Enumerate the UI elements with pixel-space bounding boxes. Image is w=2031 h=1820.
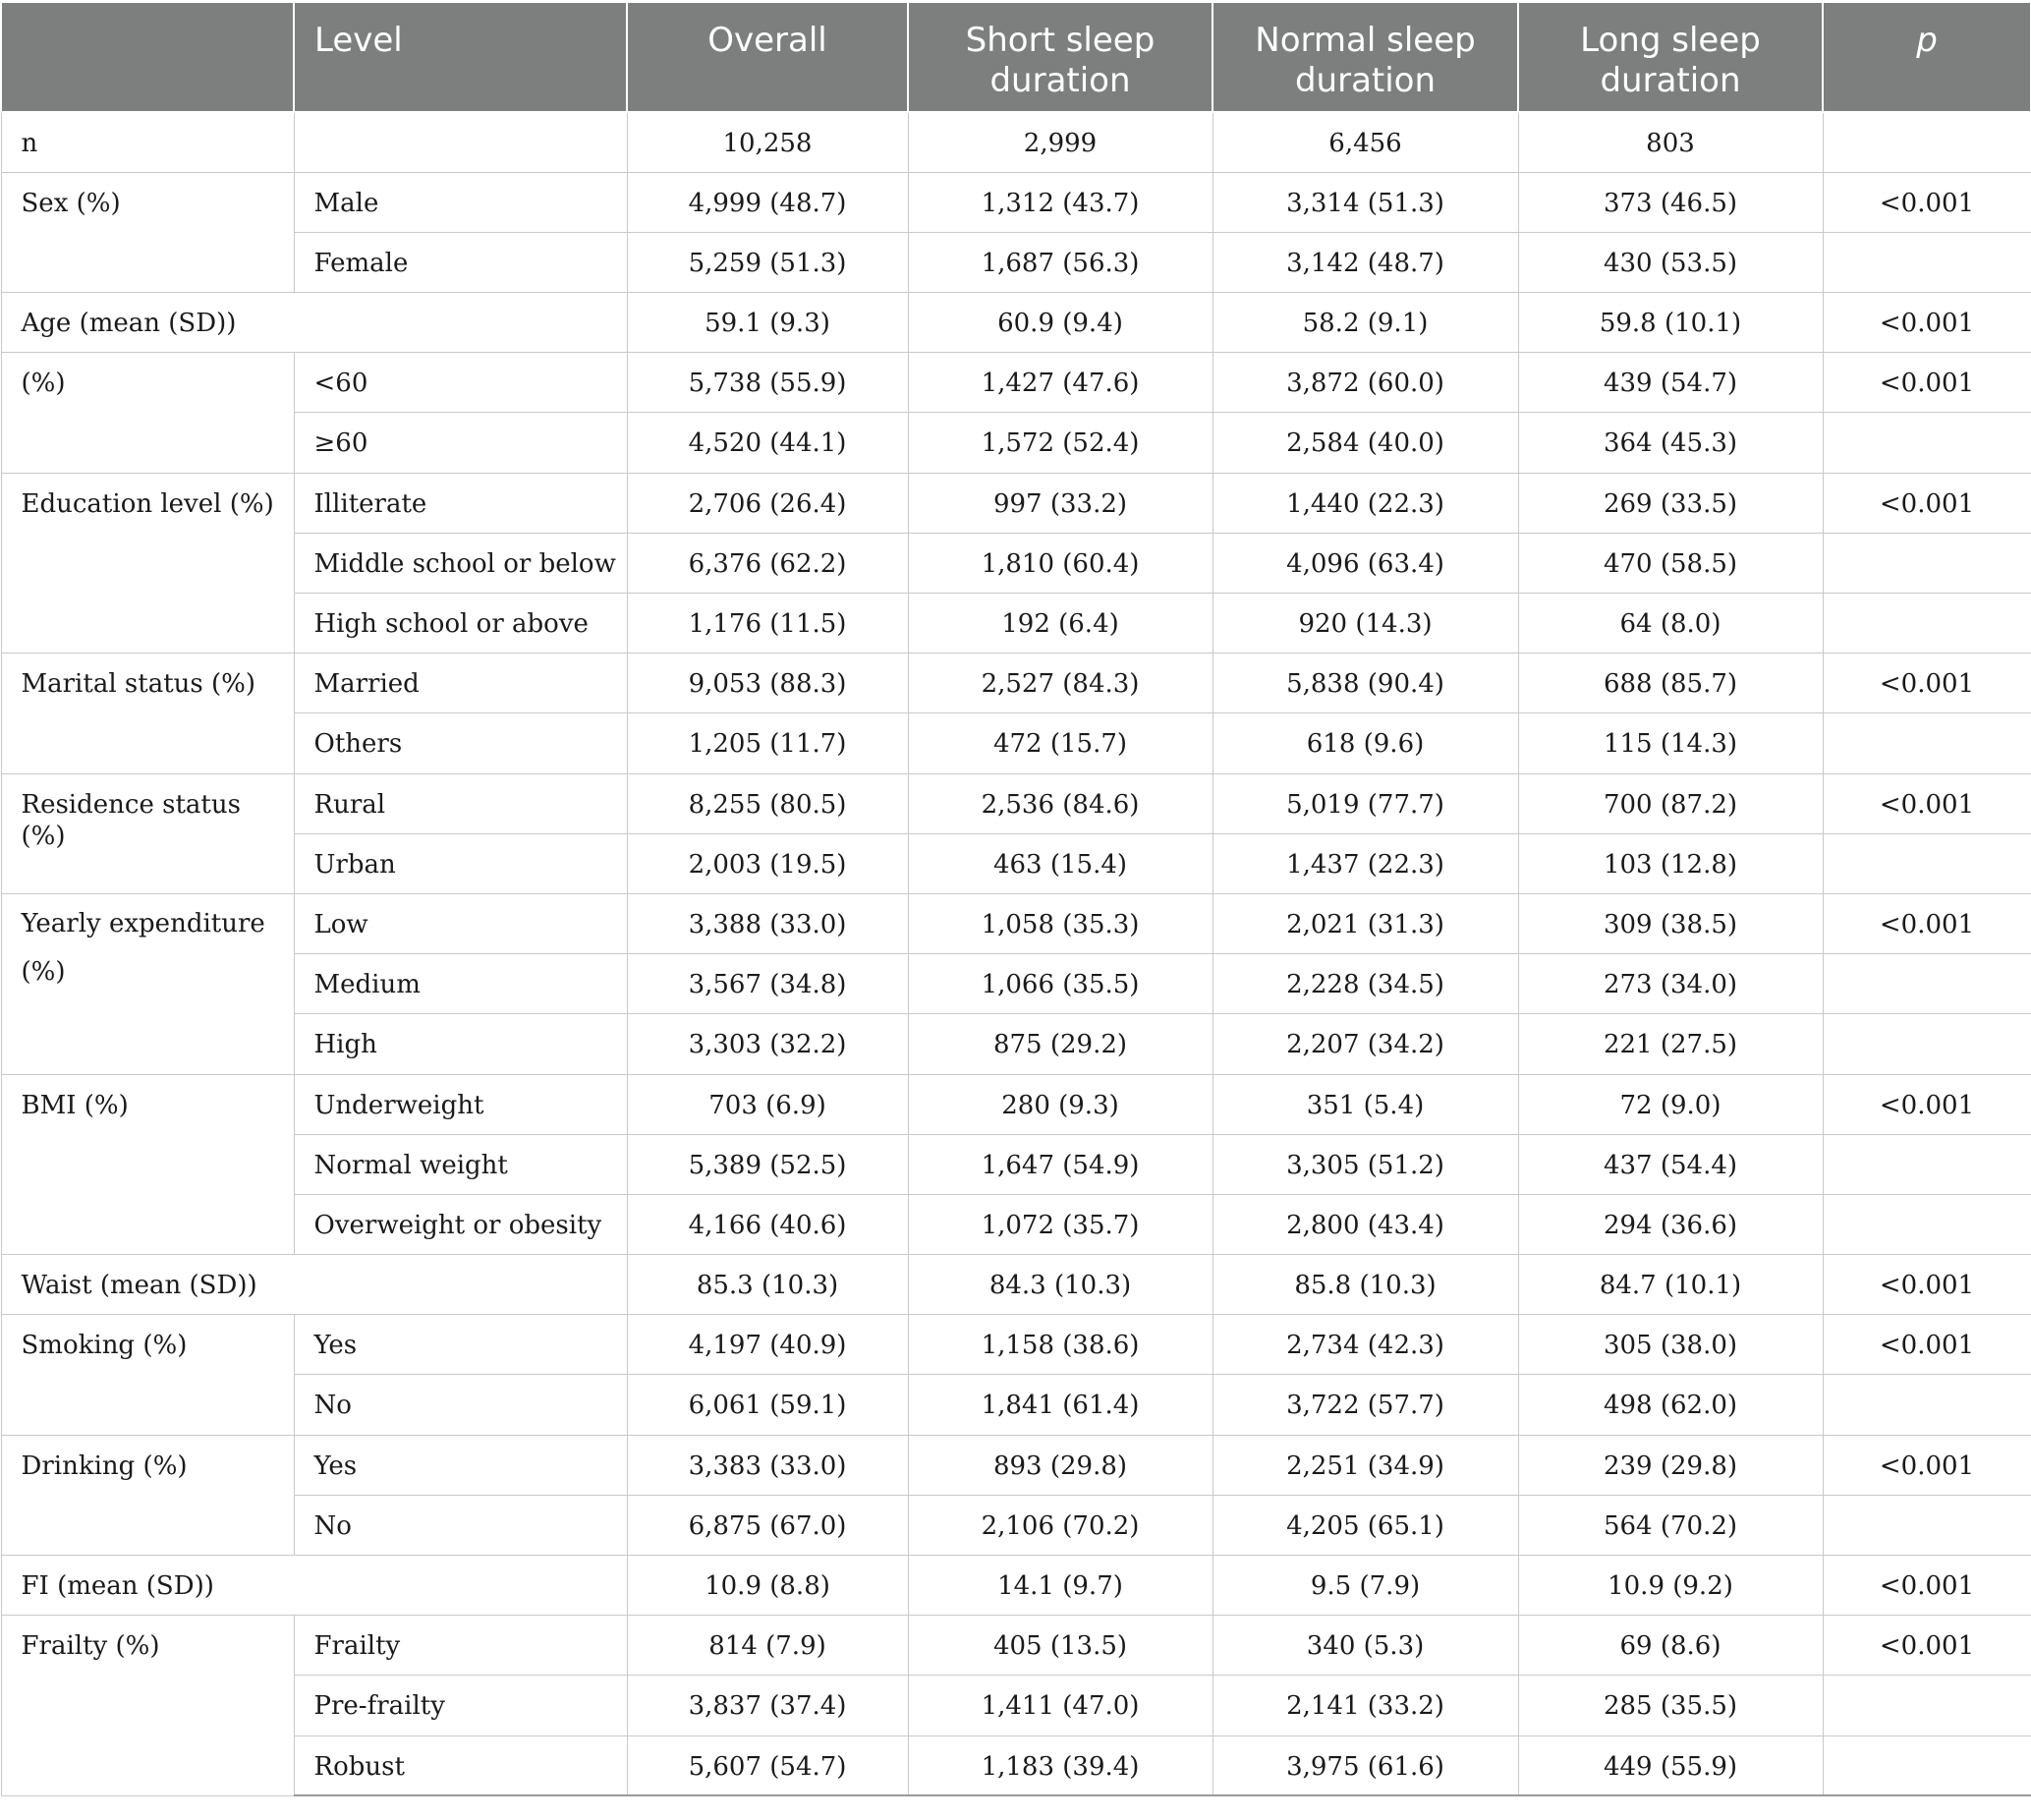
- long-sleep-cell: 364 (45.3): [1518, 413, 1823, 473]
- short-sleep-cell: 405 (13.5): [908, 1616, 1213, 1676]
- table-row: [1, 1495, 2031, 1555]
- p-value-cell: [1823, 1495, 2031, 1555]
- overall-cell: 3,383 (33.0): [627, 1435, 908, 1495]
- long-sleep-cell: 285 (35.5): [1518, 1676, 1823, 1735]
- long-sleep-cell: 449 (55.9): [1518, 1735, 1823, 1795]
- level-cell: Middle school or below: [294, 533, 627, 593]
- level-cell: <60: [294, 353, 627, 413]
- table-row: [1, 293, 2031, 353]
- table-row: [1, 954, 2031, 1014]
- level-cell: [294, 112, 627, 172]
- short-sleep-cell: 997 (33.2): [908, 473, 1213, 533]
- overall-cell: 3,303 (32.2): [627, 1014, 908, 1074]
- overall-cell: 2,706 (26.4): [627, 473, 908, 533]
- p-value-cell: [1823, 833, 2031, 893]
- overall-cell: 5,389 (52.5): [627, 1134, 908, 1194]
- short-sleep-cell: 1,312 (43.7): [908, 172, 1213, 232]
- long-sleep-cell: 498 (62.0): [1518, 1375, 1823, 1435]
- p-value-cell: <0.001: [1823, 773, 2031, 833]
- normal-sleep-cell: 5,019 (77.7): [1213, 773, 1518, 833]
- overall-cell: 2,003 (19.5): [627, 833, 908, 893]
- baseline-characteristics-table: [0, 3, 2031, 1796]
- normal-sleep-cell: 340 (5.3): [1213, 1616, 1518, 1676]
- level-cell: Urban: [294, 833, 627, 893]
- level-cell: Medium: [294, 954, 627, 1014]
- variable-cell: Sex (%): [1, 172, 294, 292]
- table-row-n: [1, 112, 2031, 172]
- p-value-cell: <0.001: [1823, 893, 2031, 953]
- overall-cell: 703 (6.9): [627, 1074, 908, 1134]
- p-value-cell: [1823, 713, 2031, 773]
- level-cell: No: [294, 1495, 627, 1555]
- long-sleep-cell: 115 (14.3): [1518, 713, 1823, 773]
- overall-cell: 8,255 (80.5): [627, 773, 908, 833]
- normal-sleep-cell: 3,872 (60.0): [1213, 353, 1518, 413]
- long-sleep-cell: 84.7 (10.1): [1518, 1255, 1823, 1315]
- table-row: [1, 654, 2031, 713]
- overall-cell: 10,258: [627, 112, 908, 172]
- p-value-cell: [1823, 413, 2031, 473]
- p-value-cell: [1823, 1676, 2031, 1735]
- normal-sleep-cell: 3,722 (57.7): [1213, 1375, 1518, 1435]
- short-sleep-cell: 1,427 (47.6): [908, 353, 1213, 413]
- header-overall: Overall: [627, 3, 908, 112]
- variable-cell: BMI (%): [1, 1074, 294, 1255]
- short-sleep-cell: 1,066 (35.5): [908, 954, 1213, 1014]
- level-cell: Illiterate: [294, 473, 627, 533]
- p-value-cell: [1823, 1014, 2031, 1074]
- header-p: p: [1823, 3, 2031, 112]
- p-value-cell: <0.001: [1823, 473, 2031, 533]
- table-row: [1, 1375, 2031, 1435]
- level-cell: Others: [294, 713, 627, 773]
- table-row: [1, 1735, 2031, 1795]
- long-sleep-cell: 59.8 (10.1): [1518, 293, 1823, 353]
- long-sleep-cell: 72 (9.0): [1518, 1074, 1823, 1134]
- p-value-cell: [1823, 533, 2031, 593]
- table-row: [1, 533, 2031, 593]
- table-row: [1, 1194, 2031, 1254]
- long-sleep-cell: 803: [1518, 112, 1823, 172]
- normal-sleep-cell: 2,141 (33.2): [1213, 1676, 1518, 1735]
- table-row: [1, 1014, 2031, 1074]
- level-cell: Yes: [294, 1315, 627, 1375]
- short-sleep-cell: 1,411 (47.0): [908, 1676, 1213, 1735]
- header-normal-sleep: Normal sleep duration: [1213, 3, 1518, 112]
- normal-sleep-cell: 3,142 (48.7): [1213, 232, 1518, 292]
- level-cell: Pre-frailty: [294, 1676, 627, 1735]
- normal-sleep-cell: 6,456: [1213, 112, 1518, 172]
- overall-cell: 1,176 (11.5): [627, 594, 908, 654]
- overall-cell: 9,053 (88.3): [627, 654, 908, 713]
- overall-cell: 3,837 (37.4): [627, 1676, 908, 1735]
- level-cell: ≥60: [294, 413, 627, 473]
- variable-cell: Residence status (%): [1, 773, 294, 893]
- table-row: [1, 594, 2031, 654]
- p-value-cell: <0.001: [1823, 172, 2031, 232]
- table-row: [1, 1074, 2031, 1134]
- short-sleep-cell: 2,536 (84.6): [908, 773, 1213, 833]
- overall-cell: 1,205 (11.7): [627, 713, 908, 773]
- short-sleep-cell: 463 (15.4): [908, 833, 1213, 893]
- header-long-sleep: Long sleep duration: [1518, 3, 1823, 112]
- overall-cell: 4,520 (44.1): [627, 413, 908, 473]
- long-sleep-cell: 564 (70.2): [1518, 1495, 1823, 1555]
- level-cell: Frailty: [294, 1616, 627, 1676]
- level-cell: Yes: [294, 1435, 627, 1495]
- long-sleep-cell: 64 (8.0): [1518, 594, 1823, 654]
- short-sleep-cell: 875 (29.2): [908, 1014, 1213, 1074]
- normal-sleep-cell: 3,975 (61.6): [1213, 1735, 1518, 1795]
- variable-cell: Marital status (%): [1, 654, 294, 773]
- normal-sleep-cell: 2,584 (40.0): [1213, 413, 1518, 473]
- variable-cell: Age (mean (SD)): [1, 293, 627, 353]
- overall-cell: 4,197 (40.9): [627, 1315, 908, 1375]
- short-sleep-cell: 1,687 (56.3): [908, 232, 1213, 292]
- variable-cell: Drinking (%): [1, 1435, 294, 1555]
- normal-sleep-cell: 9.5 (7.9): [1213, 1556, 1518, 1616]
- p-value-cell: <0.001: [1823, 654, 2031, 713]
- long-sleep-cell: 309 (38.5): [1518, 893, 1823, 953]
- overall-cell: 814 (7.9): [627, 1616, 908, 1676]
- long-sleep-cell: 221 (27.5): [1518, 1014, 1823, 1074]
- level-cell: Overweight or obesity: [294, 1194, 627, 1254]
- overall-cell: 3,388 (33.0): [627, 893, 908, 953]
- table-row: [1, 232, 2031, 292]
- overall-cell: 5,607 (54.7): [627, 1735, 908, 1795]
- short-sleep-cell: 1,572 (52.4): [908, 413, 1213, 473]
- level-cell: Female: [294, 232, 627, 292]
- table-row: [1, 1616, 2031, 1676]
- level-cell: Married: [294, 654, 627, 713]
- p-value-cell: [1823, 594, 2031, 654]
- overall-cell: 4,166 (40.6): [627, 1194, 908, 1254]
- overall-cell: 85.3 (10.3): [627, 1255, 908, 1315]
- normal-sleep-cell: 1,440 (22.3): [1213, 473, 1518, 533]
- short-sleep-cell: 192 (6.4): [908, 594, 1213, 654]
- table-row: [1, 473, 2031, 533]
- table-row: [1, 893, 2031, 953]
- normal-sleep-cell: 2,251 (34.9): [1213, 1435, 1518, 1495]
- normal-sleep-cell: 920 (14.3): [1213, 594, 1518, 654]
- p-value-cell: <0.001: [1823, 1315, 2031, 1375]
- short-sleep-cell: 60.9 (9.4): [908, 293, 1213, 353]
- table-row: [1, 1435, 2031, 1495]
- short-sleep-cell: 280 (9.3): [908, 1074, 1213, 1134]
- long-sleep-cell: 103 (12.8): [1518, 833, 1823, 893]
- normal-sleep-cell: 4,205 (65.1): [1213, 1495, 1518, 1555]
- p-value-cell: [1823, 1134, 2031, 1194]
- table-row: [1, 833, 2031, 893]
- level-cell: Normal weight: [294, 1134, 627, 1194]
- level-cell: Low: [294, 893, 627, 953]
- short-sleep-cell: 14.1 (9.7): [908, 1556, 1213, 1616]
- normal-sleep-cell: 2,800 (43.4): [1213, 1194, 1518, 1254]
- normal-sleep-cell: 5,838 (90.4): [1213, 654, 1518, 713]
- p-value-cell: <0.001: [1823, 1616, 2031, 1676]
- long-sleep-cell: 294 (36.6): [1518, 1194, 1823, 1254]
- p-value-cell: [1823, 954, 2031, 1014]
- variable-cell: Smoking (%): [1, 1315, 294, 1435]
- variable-cell: Frailty (%): [1, 1616, 294, 1796]
- variable-cell: Education level (%): [1, 473, 294, 654]
- overall-cell: 3,567 (34.8): [627, 954, 908, 1014]
- long-sleep-cell: 273 (34.0): [1518, 954, 1823, 1014]
- short-sleep-cell: 2,106 (70.2): [908, 1495, 1213, 1555]
- normal-sleep-cell: 1,437 (22.3): [1213, 833, 1518, 893]
- short-sleep-cell: 893 (29.8): [908, 1435, 1213, 1495]
- normal-sleep-cell: 2,734 (42.3): [1213, 1315, 1518, 1375]
- table-row: [1, 1255, 2031, 1315]
- p-value-cell: <0.001: [1823, 1556, 2031, 1616]
- variable-cell: FI (mean (SD)): [1, 1556, 627, 1616]
- long-sleep-cell: 239 (29.8): [1518, 1435, 1823, 1495]
- variable-cell: (%): [1, 353, 294, 473]
- normal-sleep-cell: 351 (5.4): [1213, 1074, 1518, 1134]
- short-sleep-cell: 84.3 (10.3): [908, 1255, 1213, 1315]
- long-sleep-cell: 69 (8.6): [1518, 1616, 1823, 1676]
- table-row: [1, 353, 2031, 413]
- overall-cell: 5,738 (55.9): [627, 353, 908, 413]
- overall-cell: 6,875 (67.0): [627, 1495, 908, 1555]
- variable-cell: n: [1, 112, 294, 172]
- level-cell: Robust: [294, 1735, 627, 1795]
- normal-sleep-cell: 2,228 (34.5): [1213, 954, 1518, 1014]
- level-cell: Male: [294, 172, 627, 232]
- short-sleep-cell: 1,158 (38.6): [908, 1315, 1213, 1375]
- overall-cell: 5,259 (51.3): [627, 232, 908, 292]
- normal-sleep-cell: 58.2 (9.1): [1213, 293, 1518, 353]
- normal-sleep-cell: 3,305 (51.2): [1213, 1134, 1518, 1194]
- level-cell: High school or above: [294, 594, 627, 654]
- table-row: [1, 1315, 2031, 1375]
- long-sleep-cell: 700 (87.2): [1518, 773, 1823, 833]
- p-value-cell: [1823, 232, 2031, 292]
- long-sleep-cell: 269 (33.5): [1518, 473, 1823, 533]
- short-sleep-cell: 1,810 (60.4): [908, 533, 1213, 593]
- normal-sleep-cell: 2,021 (31.3): [1213, 893, 1518, 953]
- short-sleep-cell: 1,647 (54.9): [908, 1134, 1213, 1194]
- table-row: [1, 1676, 2031, 1735]
- long-sleep-cell: 437 (54.4): [1518, 1134, 1823, 1194]
- table-row: [1, 773, 2031, 833]
- p-value-cell: <0.001: [1823, 1435, 2031, 1495]
- level-cell: Rural: [294, 773, 627, 833]
- long-sleep-cell: 439 (54.7): [1518, 353, 1823, 413]
- variable-cell: Yearly expenditure (%): [1, 893, 294, 1074]
- long-sleep-cell: 430 (53.5): [1518, 232, 1823, 292]
- p-value-cell: [1823, 1375, 2031, 1435]
- long-sleep-cell: 305 (38.0): [1518, 1315, 1823, 1375]
- short-sleep-cell: 1,183 (39.4): [908, 1735, 1213, 1795]
- header-short-sleep: Short sleep duration: [908, 3, 1213, 112]
- overall-cell: 10.9 (8.8): [627, 1556, 908, 1616]
- table-row: [1, 1556, 2031, 1616]
- short-sleep-cell: 2,999: [908, 112, 1213, 172]
- normal-sleep-cell: 4,096 (63.4): [1213, 533, 1518, 593]
- table-body: [1, 112, 2031, 1795]
- overall-cell: 6,061 (59.1): [627, 1375, 908, 1435]
- table-row: [1, 172, 2031, 232]
- long-sleep-cell: 470 (58.5): [1518, 533, 1823, 593]
- p-value-cell: [1823, 1735, 2031, 1795]
- short-sleep-cell: 1,841 (61.4): [908, 1375, 1213, 1435]
- long-sleep-cell: 10.9 (9.2): [1518, 1556, 1823, 1616]
- long-sleep-cell: 688 (85.7): [1518, 654, 1823, 713]
- level-cell: Underweight: [294, 1074, 627, 1134]
- p-value-cell: <0.001: [1823, 1074, 2031, 1134]
- p-value-cell: <0.001: [1823, 293, 2031, 353]
- normal-sleep-cell: 3,314 (51.3): [1213, 172, 1518, 232]
- p-value-cell: <0.001: [1823, 1255, 2031, 1315]
- table-row: [1, 713, 2031, 773]
- short-sleep-cell: 1,072 (35.7): [908, 1194, 1213, 1254]
- level-cell: No: [294, 1375, 627, 1435]
- table-row: [1, 1134, 2031, 1194]
- normal-sleep-cell: 618 (9.6): [1213, 713, 1518, 773]
- overall-cell: 59.1 (9.3): [627, 293, 908, 353]
- variable-cell: Waist (mean (SD)): [1, 1255, 627, 1315]
- p-value-cell: <0.001: [1823, 353, 2031, 413]
- header-row: [1, 3, 2031, 112]
- header-variable: [1, 3, 294, 112]
- overall-cell: 6,376 (62.2): [627, 533, 908, 593]
- short-sleep-cell: 2,527 (84.3): [908, 654, 1213, 713]
- long-sleep-cell: 373 (46.5): [1518, 172, 1823, 232]
- level-cell: High: [294, 1014, 627, 1074]
- overall-cell: 4,999 (48.7): [627, 172, 908, 232]
- short-sleep-cell: 1,058 (35.3): [908, 893, 1213, 953]
- table-row: [1, 413, 2031, 473]
- normal-sleep-cell: 2,207 (34.2): [1213, 1014, 1518, 1074]
- short-sleep-cell: 472 (15.7): [908, 713, 1213, 773]
- header-level: Level: [294, 3, 627, 112]
- normal-sleep-cell: 85.8 (10.3): [1213, 1255, 1518, 1315]
- p-value-cell: [1823, 112, 2031, 172]
- p-value-cell: [1823, 1194, 2031, 1254]
